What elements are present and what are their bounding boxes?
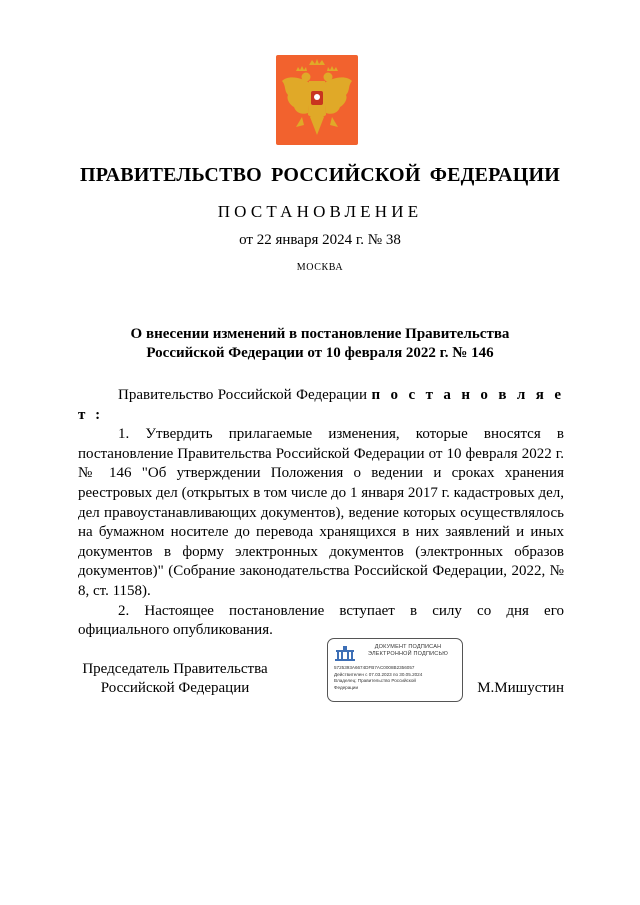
signatory-name: М.Мишустин <box>477 680 564 696</box>
document-body <box>78 386 564 641</box>
intro-text: Правительство Российской Федерации <box>118 387 367 403</box>
signatory-role <box>70 660 280 698</box>
stamp-title-line-2: ЭЛЕКТРОННОЙ ПОДПИСЬЮ <box>367 651 449 657</box>
document-type: ПОСТАНОВЛЕНИЕ <box>217 202 423 221</box>
document-date-number: от 22 января 2024 г. № 38 <box>239 232 401 248</box>
decree-word: п о с т а н о в л я е т : <box>78 387 565 423</box>
stamp-owner-line-2: Федерации <box>334 684 359 690</box>
electronic-signature-stamp <box>327 638 463 702</box>
item-1-paragraph: 1. Утвердить прилагаемые изменения, которые вносятся в постановление Правительства Российской Федерации от 10 февраля 2022 г. № 146 "Об утверждении Положения о ведении и сроках хранения реестровых дел (открытых в том числе до 1 января 2017 г. кадастровых дел, дел правоустанавливающих документов), ведение которых осуществлялось на бумажном носителе до перевода хранящихся в них заявлений и иных документов в форму электронных документов (электронных образов документов)" (Собрание законодательства Российской Федерации, 2022, № 8, ст. 1158). <box>78 426 564 599</box>
government-building-icon <box>334 645 356 661</box>
heading-line-1: О внесении изменений в постановление Правительства <box>130 326 510 342</box>
document-heading <box>80 325 560 363</box>
signatory-role-line-1: Председатель Правительства <box>82 661 268 677</box>
stamp-validity: Действителен с 07.03.2023 по 30.05.2024 <box>334 671 423 677</box>
heading-line-2: Российской Федерации от 10 февраля 2022 г. № 146 <box>146 345 494 361</box>
stamp-title-line-1: ДОКУМЕНТ ПОДПИСАН <box>374 644 442 650</box>
item-2-paragraph: 2. Настоящее постановление вступает в силу со дня его официального опубликования. <box>78 602 564 639</box>
intro-paragraph <box>78 386 564 425</box>
stamp-owner-line-1: Владелец: Правительство Российской <box>334 678 416 684</box>
stamp-certificate: 5725393A6674DFB7AC0008B2356057 <box>334 665 415 670</box>
stamp-details <box>334 665 460 691</box>
document-city: МОСКВА <box>296 262 344 273</box>
coat-of-arms-icon <box>276 55 358 145</box>
government-title: ПРАВИТЕЛЬСТВО РОССИЙСКОЙ ФЕДЕРАЦИИ <box>80 164 560 186</box>
signatory-role-line-2: Российской Федерации <box>100 680 250 696</box>
stamp-title <box>358 644 458 658</box>
